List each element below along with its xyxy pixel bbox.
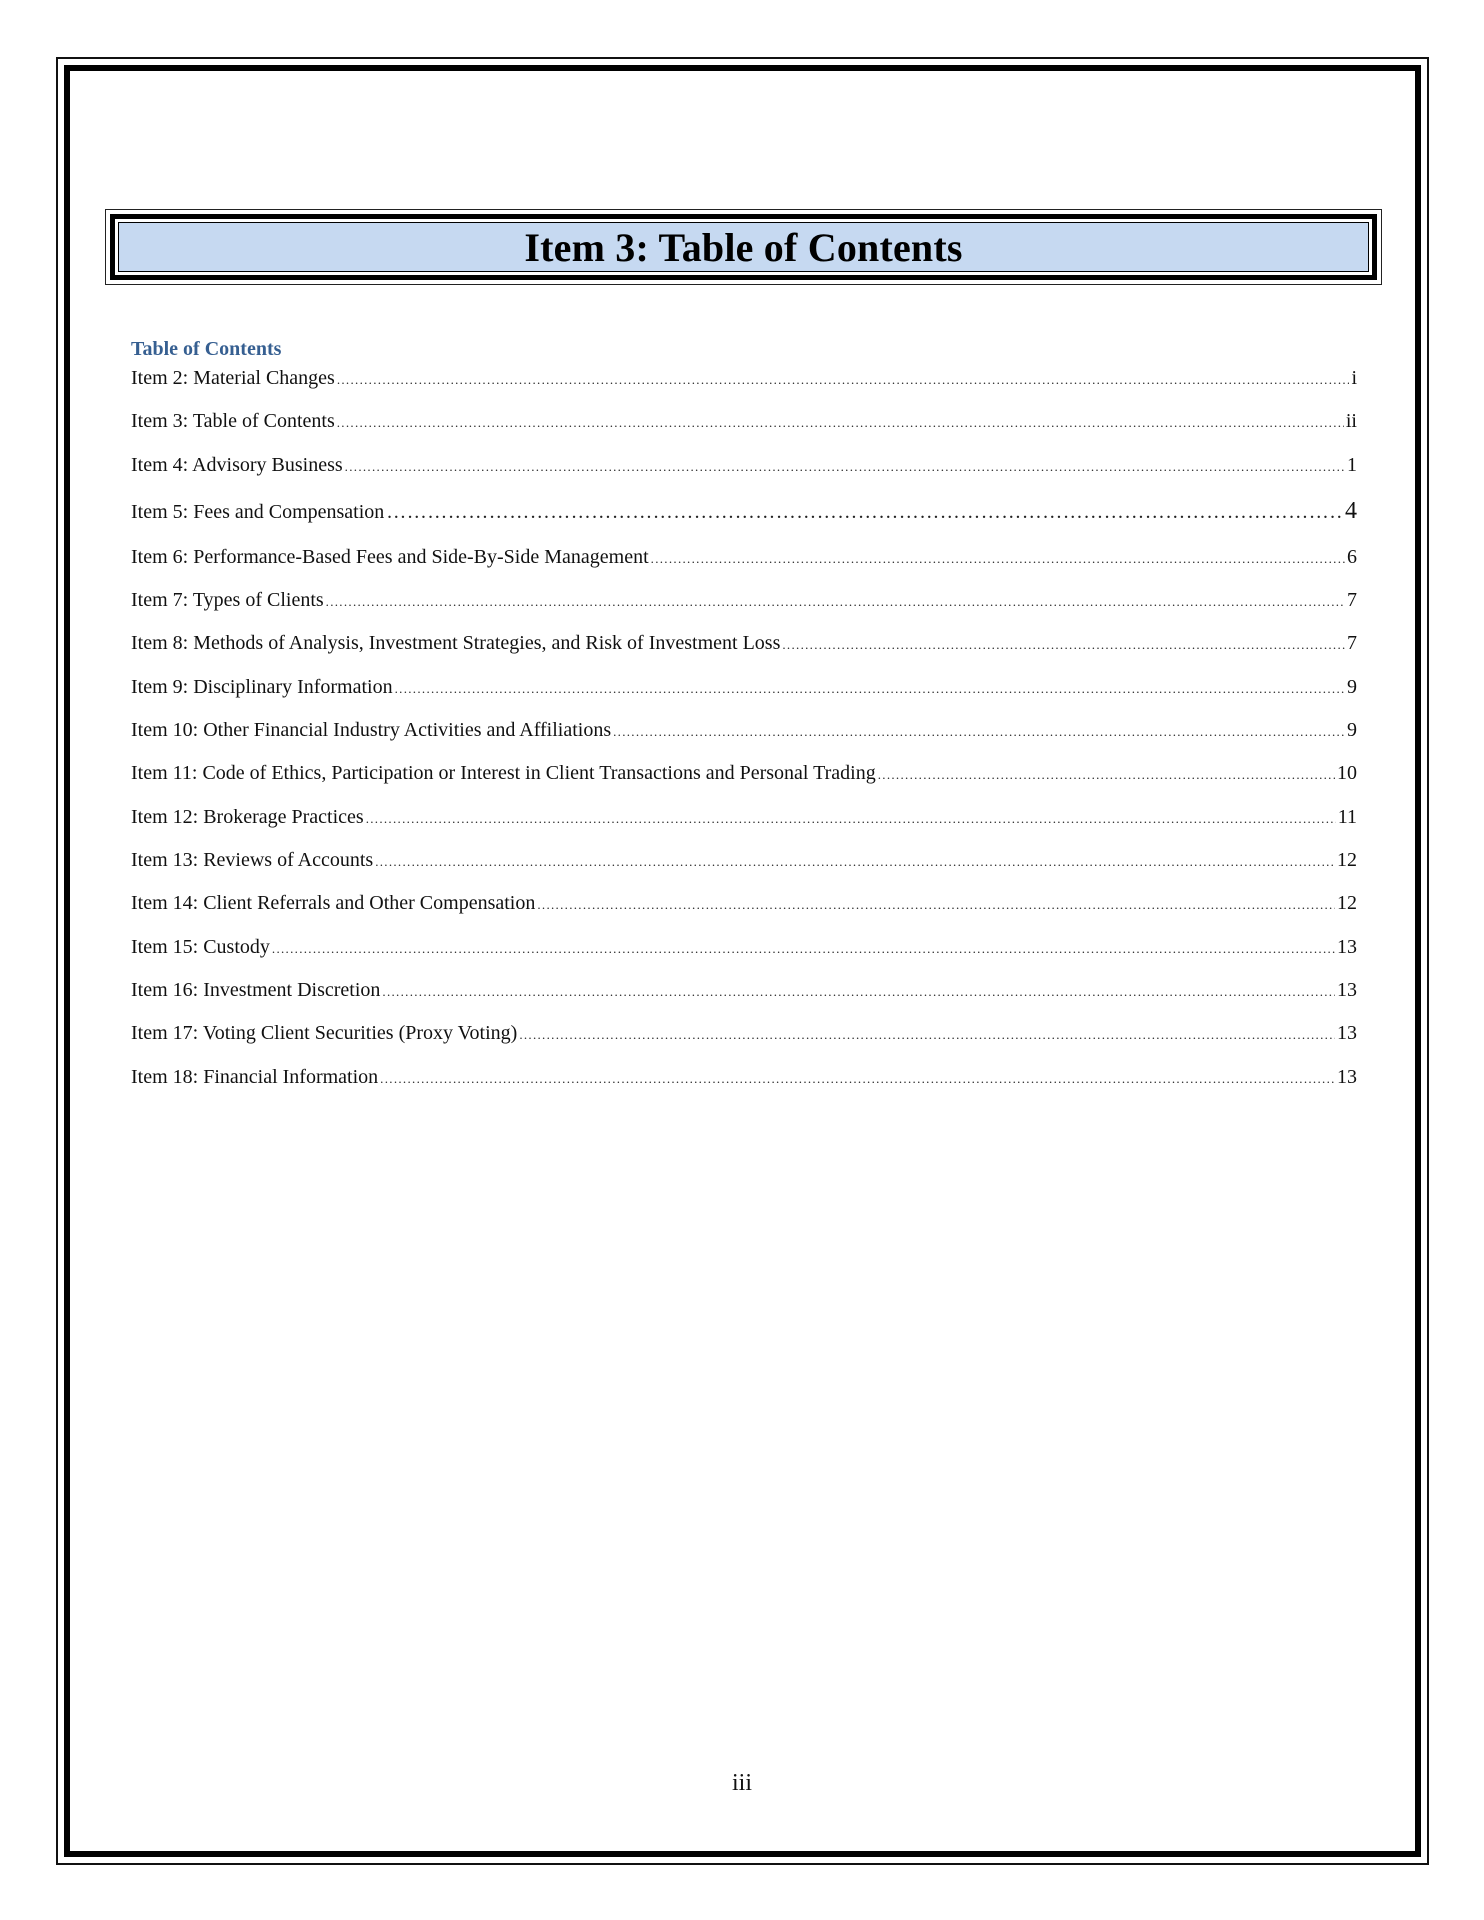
- toc-leader: [878, 761, 1335, 789]
- toc-entry[interactable]: [131, 497, 1357, 525]
- toc-entry[interactable]: [131, 543, 1357, 571]
- toc-entry[interactable]: [131, 759, 1357, 787]
- toc-entry-page: i: [1351, 367, 1357, 389]
- toc-leader: [380, 1065, 1335, 1093]
- toc-entry-page: 11: [1337, 806, 1357, 828]
- toc-entry[interactable]: [131, 407, 1357, 435]
- toc-leader: [366, 805, 1336, 833]
- toc-entry-page: 12: [1337, 892, 1357, 914]
- toc-entry-title: Item 13: Reviews of Accounts: [131, 849, 374, 871]
- page-title: Item 3: Table of Contents: [524, 224, 963, 270]
- toc-entry-page: 9: [1347, 719, 1357, 741]
- toc-entry-title: Item 17: Voting Client Securities (Proxy Voting): [131, 1022, 518, 1044]
- toc-entry-title: Item 5: Fees and Compensation: [131, 501, 385, 523]
- toc-entry-page: 7: [1347, 589, 1357, 611]
- toc-leader: [337, 366, 1350, 394]
- toc-entry-page: 7: [1347, 632, 1357, 654]
- toc-leader: [537, 891, 1335, 919]
- toc-entry[interactable]: [131, 451, 1357, 479]
- toc-entry-title: Item 6: Performance-Based Fees and Side-By-Side Management: [131, 546, 649, 568]
- toc-entry-page: 9: [1347, 676, 1357, 698]
- toc-leader: [326, 588, 1345, 616]
- toc-entry-page: 13: [1337, 979, 1357, 1001]
- toc-entry-title: Item 16: Investment Discretion: [131, 979, 381, 1001]
- toc-entry-title: Item 11: Code of Ethics, Participation or Interest in Client Transactions and Personal Trading: [131, 762, 876, 784]
- toc-entry[interactable]: [131, 803, 1357, 831]
- toc-leader: [375, 848, 1335, 876]
- toc-leader: [272, 935, 1335, 963]
- toc-entry-page: 13: [1337, 1066, 1357, 1088]
- page-number: iii: [731, 1770, 752, 1796]
- toc-entry-title: Item 18: Financial Information: [131, 1066, 379, 1088]
- toc-entry-title: Item 3: Table of Contents: [131, 410, 335, 432]
- toc-entry-title: Item 14: Client Referrals and Other Compensation: [131, 892, 536, 914]
- toc-entry-title: Item 8: Methods of Analysis, Investment Strategies, and Risk of Investment Loss: [131, 632, 781, 654]
- toc-entry[interactable]: [131, 889, 1357, 917]
- toc-entry[interactable]: [131, 1019, 1357, 1047]
- toc-leader: [395, 675, 1345, 703]
- toc-entry[interactable]: [131, 846, 1357, 874]
- toc-entry[interactable]: [131, 976, 1357, 1004]
- toc-leader: [386, 498, 1343, 526]
- toc-leader: [651, 545, 1345, 573]
- toc-entry-page: 12: [1337, 849, 1357, 871]
- toc-entry-page: ii: [1345, 410, 1357, 432]
- toc-entry[interactable]: [131, 1063, 1357, 1091]
- toc-leader: [382, 978, 1335, 1006]
- toc-entry-page: 4: [1345, 498, 1357, 524]
- toc-entry-title: Item 2: Material Changes: [131, 367, 335, 389]
- title-box: [118, 222, 1369, 272]
- toc-entry[interactable]: [131, 629, 1357, 657]
- toc-entry-page: 13: [1337, 936, 1357, 958]
- toc-leader: [519, 1021, 1335, 1049]
- toc-leader: [345, 453, 1345, 481]
- toc-entry[interactable]: [131, 716, 1357, 744]
- toc-entry-title: Item 4: Advisory Business: [131, 454, 343, 476]
- toc-entry-title: Item 10: Other Financial Industry Activities and Affiliations: [131, 719, 612, 741]
- toc-entry[interactable]: [131, 933, 1357, 961]
- toc-heading: Table of Contents: [131, 338, 282, 360]
- toc-entry-title: Item 9: Disciplinary Information: [131, 676, 393, 698]
- toc-entry-title: Item 12: Brokerage Practices: [131, 806, 364, 828]
- toc-entry-page: 10: [1337, 762, 1357, 784]
- toc-entry-page: 13: [1337, 1022, 1357, 1044]
- toc-leader: [337, 409, 1344, 437]
- toc-leader: [782, 631, 1345, 659]
- toc-entry-title: Item 15: Custody: [131, 936, 270, 958]
- toc-entry[interactable]: [131, 673, 1357, 701]
- toc-entry-title: Item 7: Types of Clients: [131, 589, 324, 611]
- toc-entry-page: 6: [1347, 546, 1357, 568]
- toc-entry-page: 1: [1347, 454, 1357, 476]
- toc-entry[interactable]: [131, 586, 1357, 614]
- toc-leader: [613, 718, 1345, 746]
- toc-entry[interactable]: [131, 364, 1357, 392]
